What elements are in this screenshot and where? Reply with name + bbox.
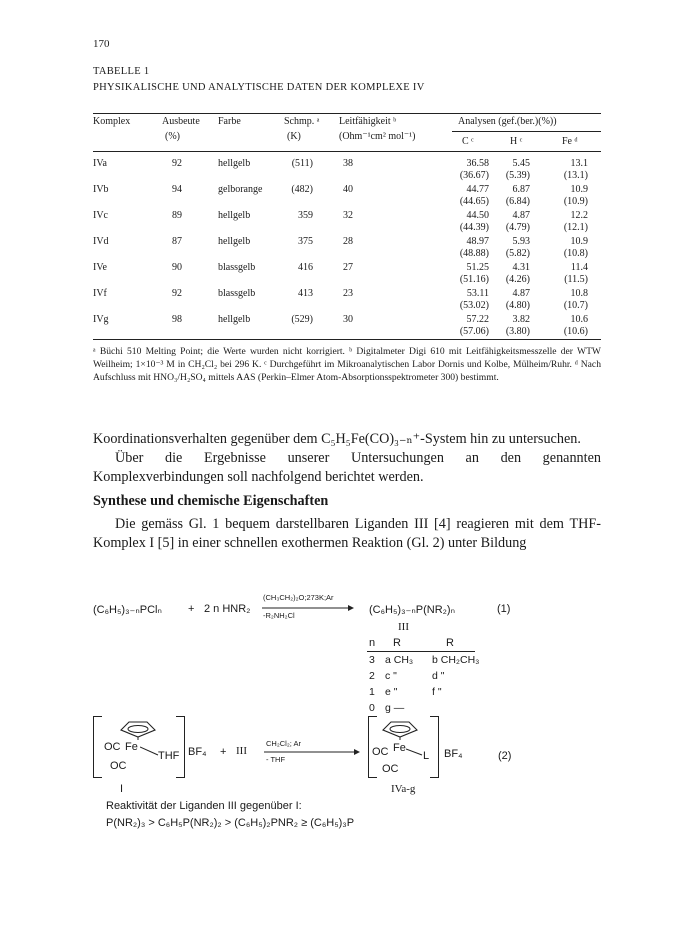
cell-ausbeute: 92 <box>172 158 182 169</box>
subst-cell: 1 <box>369 686 375 698</box>
table-label: TABELLE 1 <box>93 66 150 77</box>
cell-c: 48.97 <box>466 236 489 247</box>
cell-farbe: hellgelb <box>218 314 251 325</box>
cell-c2: (36.67) <box>459 170 489 181</box>
cell-fe: 12.2 <box>570 210 588 221</box>
col-analysen: Analysen (gef.(ber.)(%)) <box>458 116 557 127</box>
subst-head-r1: R <box>393 637 401 649</box>
subst-head-n: n <box>369 637 376 649</box>
table-footnote: ᵃ Büchi 510 Melting Point; die Werte wurden nicht korrigiert. ᵇ Digitalmeter Digi 610 mit Leitfähigkeitsmesszelle der WTW Weilheim; 1×10⁻³ M in CH₂Cl₂ bei 296 K. ᶜ Durchgeführt im Mikroanalytischen Labor Dornis und Kolbe, Mülheim/Ruhr. ᵈ Nach Aufschluss mit HNO₃/H₂SO₄ mittels AAS (Perkin–Elmer Atom-Absorptionsspektrometer 300) bestimmt. <box>93 346 601 383</box>
cp-ring-icon <box>118 718 158 740</box>
cell-ausbeute: 87 <box>172 236 182 247</box>
left-anion: BF₄ <box>188 746 207 758</box>
table-title: PHYSIKALISCHE UND ANALYTISCHE DATEN DER KOMPLEXE IV <box>93 82 425 93</box>
body-text <box>93 430 601 553</box>
left-oc2: OC <box>110 760 127 772</box>
cell-leit: 27 <box>343 262 353 273</box>
reactivity-series: P(NR₂)₃ > C₆H₅P(NR₂)₂ > (C₆H₅)₂PNR₂ ≥ (C₆H₅)₃P <box>106 817 355 829</box>
section-heading: Synthese und chemische Eigenschaften <box>93 493 329 509</box>
cell-leit: 38 <box>343 158 353 169</box>
cell-ausbeute: 89 <box>172 210 182 221</box>
cell-leit: 30 <box>343 314 353 325</box>
cell-schmp: 413 <box>298 288 313 299</box>
left-fe: Fe <box>125 741 138 753</box>
cell-fe: 11.4 <box>570 262 588 273</box>
cell-komplex: IVe <box>93 262 107 273</box>
paragraph-1: Koordinationsverhalten gegenüber dem C₅H₅Fe(CO)₃₋ₙ⁺-System hin zu untersuchen. <box>93 431 581 447</box>
col-leit-unit: (Ohm⁻¹cm² mol⁻¹) <box>339 131 416 142</box>
cell-fe2: (12.1) <box>563 222 588 233</box>
cell-ausbeute: 98 <box>172 314 182 325</box>
eq2-condition-top: CH₂Cl₂; Ar <box>266 739 301 748</box>
cell-h: 3.82 <box>512 314 530 325</box>
cell-h: 4.87 <box>512 210 530 221</box>
cell-ausbeute: 90 <box>172 262 182 273</box>
page-number: 170 <box>93 38 110 50</box>
fe-l-bond <box>406 747 424 757</box>
fe-thf-bond <box>140 745 160 757</box>
cell-fe: 10.9 <box>570 184 588 195</box>
reactivity-title: Reaktivität der Liganden III gegenüber I: <box>106 800 302 812</box>
cell-h2: (6.84) <box>505 196 530 207</box>
label-I: I <box>120 783 124 795</box>
eq2-arrow <box>264 748 360 756</box>
cell-ausbeute: 94 <box>172 184 182 195</box>
subst-cell: b CH₂CH₃ <box>432 654 480 666</box>
eq1-number: (1) <box>497 603 511 615</box>
cell-schmp: 359 <box>298 210 313 221</box>
cell-farbe: gelborange <box>218 184 263 195</box>
cell-fe2: (13.1) <box>563 170 588 181</box>
cell-h: 4.87 <box>512 288 530 299</box>
cell-komplex: IVc <box>93 210 108 221</box>
right-bracket-close <box>430 716 439 778</box>
eq1-plus: + <box>188 603 195 615</box>
cell-farbe: hellgelb <box>218 236 251 247</box>
cell-c2: (51.16) <box>459 274 489 285</box>
col-schmp-unit: (K) <box>287 131 301 142</box>
eq2-condition-bottom: - THF <box>266 755 286 764</box>
cell-komplex: IVd <box>93 236 109 247</box>
cell-c: 44.50 <box>466 210 489 221</box>
cell-schmp: 416 <box>298 262 313 273</box>
cell-farbe: hellgelb <box>218 158 251 169</box>
left-bracket-open <box>93 716 102 778</box>
cell-h: 5.93 <box>512 236 530 247</box>
analysen-rule <box>452 131 601 132</box>
cell-c: 51.25 <box>466 262 489 273</box>
col-schmp: Schmp. ᵃ <box>284 116 320 127</box>
subst-cell: a CH₃ <box>385 654 414 666</box>
cell-c2: (53.02) <box>459 300 489 311</box>
cell-c2: (48.88) <box>459 248 489 259</box>
cell-c: 57.22 <box>466 314 489 325</box>
left-thf: THF <box>158 750 180 762</box>
cell-h2: (4.79) <box>505 222 530 233</box>
subst-head-r2: R <box>446 637 454 649</box>
cell-schmp: (511) <box>291 158 313 169</box>
table-bottom-rule <box>93 339 601 340</box>
cell-fe: 13.1 <box>570 158 588 169</box>
cell-h2: (4.26) <box>505 274 530 285</box>
eq2-number: (2) <box>498 750 512 762</box>
right-oc1: OC <box>372 746 389 758</box>
cell-farbe: blassgelb <box>218 288 256 299</box>
cell-schmp: (482) <box>291 184 313 195</box>
cell-fe2: (10.9) <box>563 196 588 207</box>
table-top-rule <box>93 113 601 114</box>
subst-rule <box>367 651 475 652</box>
cell-h2: (4.80) <box>505 300 530 311</box>
eq2-reagent: III <box>236 745 247 757</box>
right-oc2: OC <box>382 763 399 775</box>
cell-komplex: IVb <box>93 184 109 195</box>
eq1-product: (C₆H₅)₃₋ₙP(NR₂)ₙ <box>369 604 455 616</box>
col-farbe: Farbe <box>218 116 241 127</box>
cell-h: 6.87 <box>512 184 530 195</box>
right-fe: Fe <box>393 742 406 754</box>
cell-h: 4.31 <box>512 262 530 273</box>
col-ausbeute-unit: (%) <box>165 131 180 142</box>
paragraph-3: Die gemäss Gl. 1 bequem darstellbaren Liganden III [4] reagieren mit dem THF-Komplex I [5] in einer schnellen exothermen Reaktion (Gl. 2) unter Bildung <box>93 516 601 551</box>
cell-fe2: (10.7) <box>563 300 588 311</box>
paragraph-2: Über die Ergebnisse unserer Untersuchungen an den genannten Komplexverbindungen soll nachfolgend berichtet werden. <box>93 450 601 485</box>
eq1-reactant: (C₆H₅)₃₋ₙPClₙ <box>93 604 162 616</box>
col-leit: Leitfähigkeit ᵇ <box>339 116 397 127</box>
cell-komplex: IVg <box>93 314 109 325</box>
cell-h2: (5.82) <box>505 248 530 259</box>
cell-c: 44.77 <box>466 184 489 195</box>
col-komplex: Komplex <box>93 116 131 127</box>
cell-schmp: (529) <box>291 314 313 325</box>
right-anion: BF₄ <box>444 748 463 760</box>
cell-fe: 10.6 <box>570 314 588 325</box>
left-oc1: OC <box>104 741 121 753</box>
col-h: H ᶜ <box>510 136 523 147</box>
cell-fe2: (11.5) <box>564 274 588 285</box>
col-ausbeute: Ausbeute <box>162 116 200 127</box>
cell-leit: 40 <box>343 184 353 195</box>
cell-c2: (44.65) <box>459 196 489 207</box>
eq1-reagent: 2 n HNR₂ <box>204 603 251 615</box>
col-fe: Fe ᵈ <box>562 136 578 147</box>
cell-leit: 23 <box>343 288 353 299</box>
cell-farbe: blassgelb <box>218 262 256 273</box>
label-IVa-g: IVa-g <box>391 783 416 795</box>
right-l: L <box>423 750 430 762</box>
cell-c: 53.11 <box>466 288 489 299</box>
cell-h2: (3.80) <box>505 326 530 337</box>
cell-fe: 10.9 <box>570 236 588 247</box>
cell-h2: (5.39) <box>505 170 530 181</box>
eq1-label-III: III <box>398 621 409 633</box>
col-c: C ᶜ <box>462 136 474 147</box>
cell-leit: 28 <box>343 236 353 247</box>
cell-fe2: (10.6) <box>563 326 588 337</box>
cp-ring-icon <box>380 718 420 740</box>
subst-cell: 0 <box>369 702 375 714</box>
cell-komplex: IVa <box>93 158 107 169</box>
subst-cell: e " <box>385 686 398 698</box>
cell-schmp: 375 <box>298 236 313 247</box>
eq2-plus: + <box>220 746 227 758</box>
eq1-arrow <box>262 604 354 612</box>
left-bracket-close <box>176 716 185 778</box>
cell-h: 5.45 <box>512 158 530 169</box>
cell-leit: 32 <box>343 210 353 221</box>
table-header-rule <box>93 151 601 152</box>
cell-fe2: (10.8) <box>563 248 588 259</box>
subst-cell: d " <box>432 670 445 682</box>
cell-fe: 10.8 <box>570 288 588 299</box>
cell-ausbeute: 92 <box>172 288 182 299</box>
cell-c2: (44.39) <box>459 222 489 233</box>
subst-cell: f " <box>432 686 442 698</box>
cell-c: 36.58 <box>466 158 489 169</box>
cell-komplex: IVf <box>93 288 107 299</box>
cell-farbe: hellgelb <box>218 210 251 221</box>
subst-cell: 3 <box>369 654 375 666</box>
eq1-condition-bottom: -R₂NH₂Cl <box>263 611 295 620</box>
cell-c2: (57.06) <box>459 326 489 337</box>
eq1-condition-top: (CH₃CH₂)₂O;273K;Ar <box>263 593 334 602</box>
subst-cell: c " <box>385 670 397 682</box>
subst-cell: 2 <box>369 670 375 682</box>
subst-cell: g — <box>385 702 405 714</box>
